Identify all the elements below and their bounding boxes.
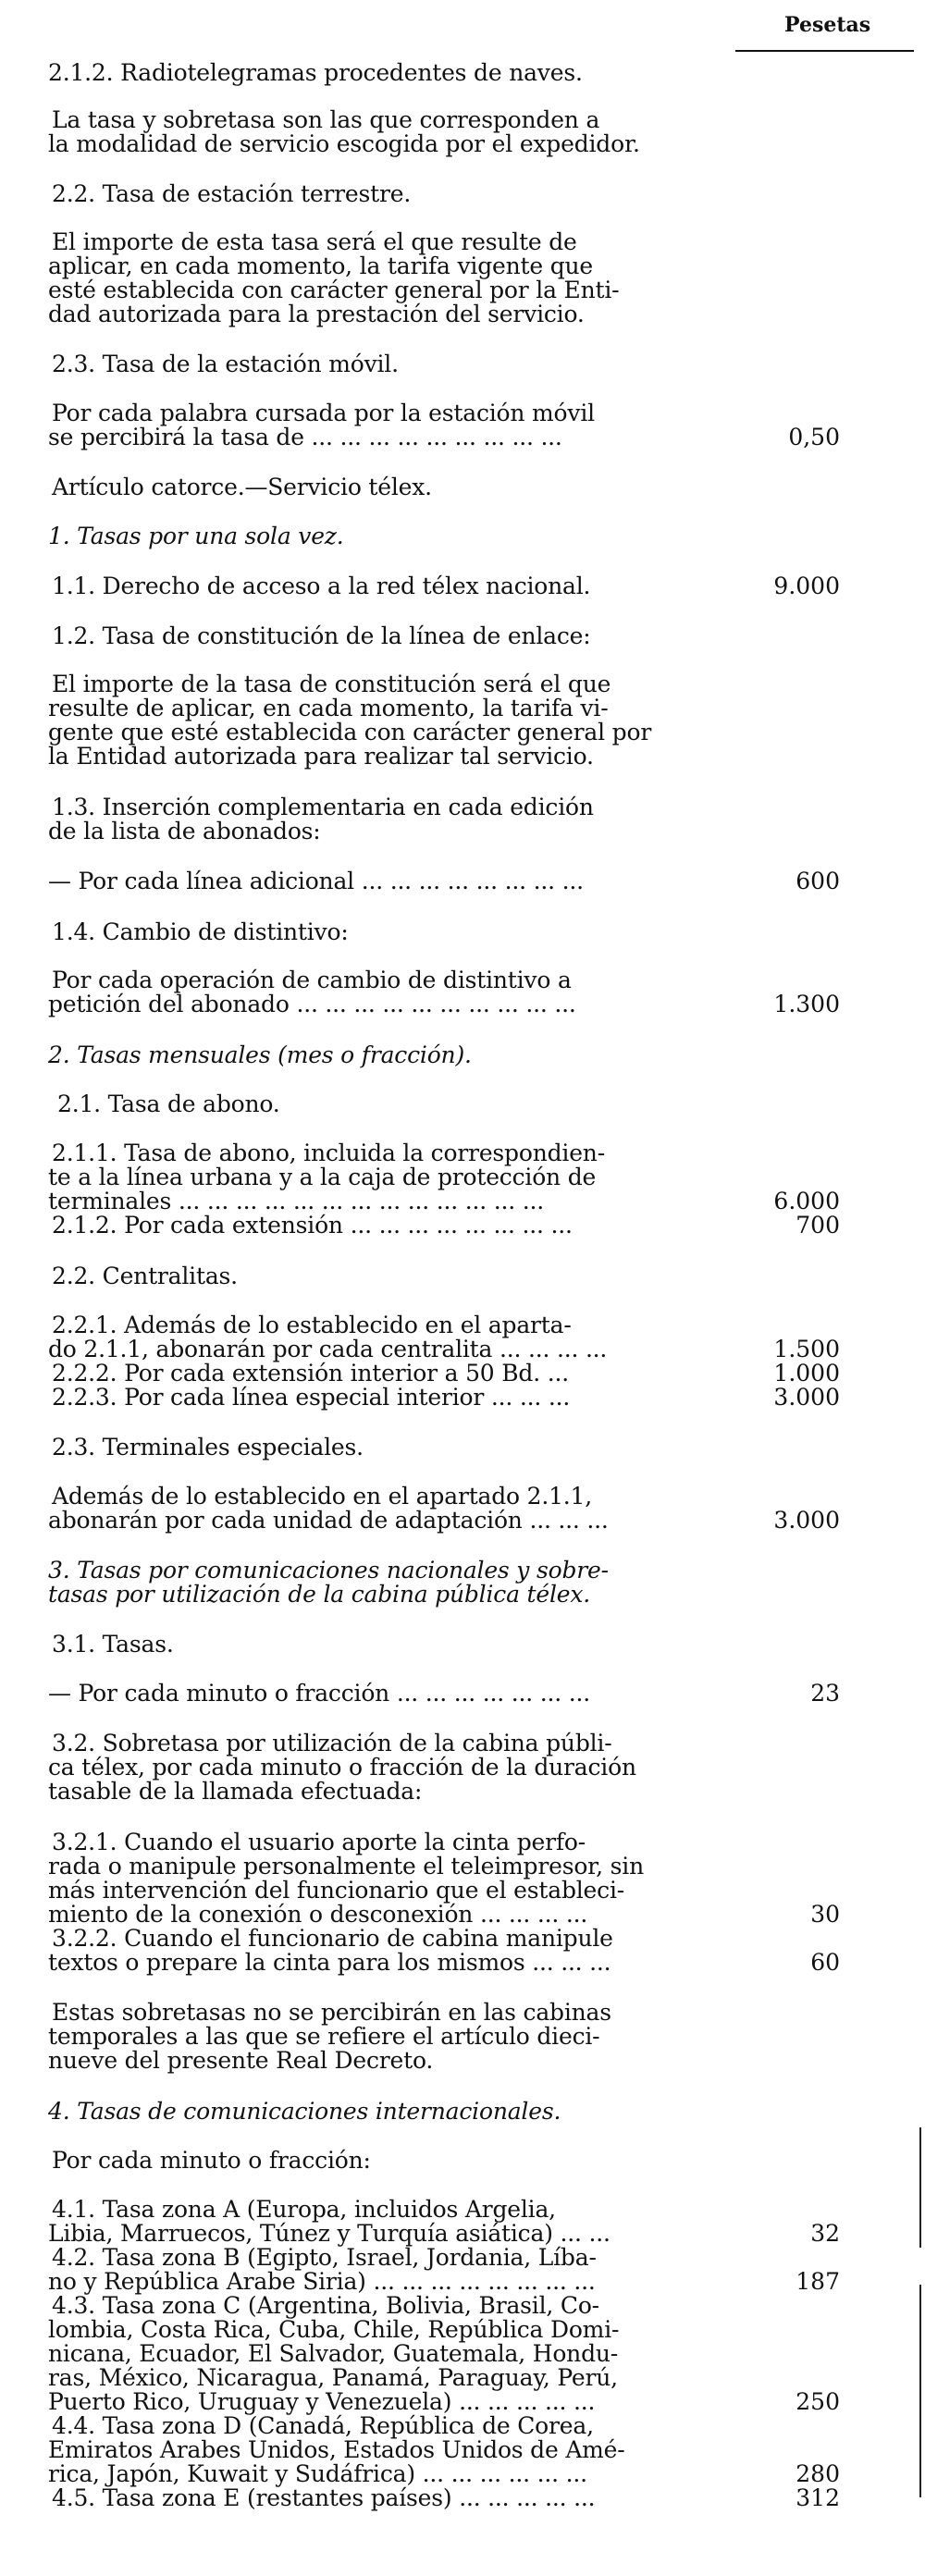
amount: 9.000 [773, 573, 840, 599]
section-heading: 2.2. Centralitas. [52, 1263, 238, 1289]
text-line: de la lista de abonados: [48, 818, 321, 844]
text-line: 2.1.1. Tasa de abono, incluida la correspondien- [52, 1140, 605, 1166]
article-heading: Artículo catorce.—Servicio télex. [52, 474, 432, 500]
text-line: miento de la conexión o desconexión ... ... ... ... [48, 1901, 588, 1928]
text-line: ca télex, por cada minuto o fracción de la duración [48, 1754, 636, 1781]
text-line: Puerto Rico, Uruguay y Venezuela) ... ... ... ... ... [48, 2388, 596, 2415]
text-line: Emiratos Arabes Unidos, Estados Unidos de Amé- [48, 2436, 625, 2463]
section-heading: 1. Tasas por una sola vez. [48, 523, 344, 549]
text-line: 2.2.3. Por cada línea especial interior ... ... ... [52, 1384, 571, 1411]
amount: 23 [810, 1680, 840, 1707]
section-heading: 2.2. Tasa de estación terrestre. [52, 180, 412, 207]
text-line: 1.1. Derecho de acceso a la red télex nacional. [52, 573, 591, 599]
section-heading: 1.4. Cambio de distintivo: [52, 918, 349, 945]
text-line: 4.1. Tasa zona A (Europa, incluidos Argelia, [52, 2196, 556, 2223]
text-line: aplicar, en cada momento, la tarifa vigente que [48, 253, 594, 279]
text-line: 4.4. Tasa zona D (Canadá, República de Corea, [52, 2412, 594, 2439]
amount: 32 [810, 2220, 840, 2247]
text-line: — Por cada minuto o fracción ... ... ... ... ... ... ... [48, 1680, 590, 1707]
amount: 280 [796, 2460, 840, 2487]
amount: 700 [796, 1212, 840, 1239]
text-line: rica, Japón, Kuwait y Sudáfrica) ... ... ... ... ... ... [48, 2460, 587, 2487]
section-heading: 1.2. Tasa de constitución de la línea de enlace: [52, 622, 591, 649]
text-line: abonarán por cada unidad de adaptación ... ... ... [48, 1507, 609, 1534]
section-heading: 4. Tasas de comunicaciones internacionales. [48, 2098, 561, 2125]
text-line: nueve del presente Real Decreto. [48, 2047, 434, 2074]
text-line: temporales a las que se refiere el artículo dieci- [48, 2023, 600, 2050]
amount: 0,50 [788, 424, 840, 450]
amount: 30 [810, 1901, 840, 1928]
text-line: — Por cada línea adicional ... ... ... ... ... ... ... ... [48, 868, 584, 894]
text-line: gente que esté establecida con carácter general por [48, 719, 652, 746]
amount: 1.300 [773, 991, 840, 1017]
header-rule [735, 50, 914, 52]
text-line: esté establecida con carácter general por la Enti- [48, 277, 620, 303]
text-line: resulte de aplicar, en cada momento, la tarifa vi- [48, 695, 609, 721]
section-heading: tasas por utilización de la cabina pública télex. [48, 1581, 591, 1608]
text-line: ras, México, Nicaragua, Panamá, Paraguay, Perú, [48, 2364, 618, 2391]
text-line: Además de lo establecido en el apartado 2.1.1, [52, 1483, 593, 1510]
section-heading: 3.1. Tasas. [52, 1631, 174, 1658]
text-line: Por cada palabra cursada por la estación móvil [52, 400, 595, 426]
text-line: se percibirá la tasa de ... ... ... ... ... ... ... ... ... [48, 424, 562, 450]
text-line: 4.2. Tasa zona B (Egipto, Israel, Jordania, Líba- [52, 2244, 597, 2271]
text-line: la modalidad de servicio escogida por el expedidor. [48, 130, 640, 157]
text-line: 2.2.2. Por cada extensión interior a 50 Bd. ... [52, 1360, 569, 1387]
text-line: El importe de esta tasa será el que resulte de [52, 228, 577, 255]
amount: 250 [796, 2388, 840, 2415]
section-heading: 2. Tasas mensuales (mes o fracción). [48, 1041, 472, 1068]
text-line: 3.2. Sobretasa por utilización de la cabina públi- [52, 1730, 612, 1756]
text-line: 2.2.1. Además de lo establecido en el aparta- [52, 1312, 572, 1338]
amount: 3.000 [773, 1384, 840, 1411]
text-line: El importe de la tasa de constitución será el que [52, 671, 611, 697]
section-heading: 2.1. Tasa de abono. [57, 1091, 280, 1117]
text-line: La tasa y sobretasa son las que corresponden a [52, 106, 600, 133]
text-line: textos o prepare la cinta para los mismos ... ... ... [48, 1949, 611, 1976]
text-line: tasable de la llamada efectuada: [48, 1778, 423, 1805]
section-heading: 2.3. Tasa de la estación móvil. [52, 351, 399, 377]
page-edge-mark [919, 2285, 921, 2497]
amount: 60 [810, 1949, 840, 1976]
text-line: Por cada operación de cambio de distintivo a [52, 967, 572, 993]
amount: 6.000 [773, 1188, 840, 1214]
text-line: dad autorizada para la prestación del servicio. [48, 301, 585, 327]
text-line: terminales ... ... ... ... ... ... ... ... ... ... ... ... ... [48, 1188, 544, 1214]
text-line: rada o manipule personalmente el teleimpresor, sin [48, 1853, 645, 1880]
page-edge-mark [919, 2127, 921, 2248]
section-heading: 1.3. Inserción complementaria en cada edición [52, 794, 594, 820]
text-line: nicana, Ecuador, El Salvador, Guatemala, Hondu- [48, 2340, 619, 2367]
text-line: lombia, Costa Rica, Cuba, Chile, República Domi- [48, 2316, 620, 2343]
text-line: más intervención del funcionario que el estableci- [48, 1877, 624, 1904]
text-line: Libia, Marruecos, Túnez y Turquía asiática) ... ... [48, 2220, 610, 2247]
text-line: Por cada minuto o fracción: [52, 2147, 371, 2174]
text-line: Estas sobretasas no se percibirán en las cabinas [52, 1999, 611, 2026]
text-line: la Entidad autorizada para realizar tal servicio. [48, 743, 594, 770]
text-line: 3.2.2. Cuando el funcionario de cabina manipule [52, 1925, 613, 1952]
amount: 187 [796, 2268, 840, 2295]
section-heading: 3. Tasas por comunicaciones nacionales y sobre- [48, 1557, 609, 1584]
pesetas-column-header: Pesetas [784, 13, 871, 37]
text-line: te a la línea urbana y a la caja de protección de [48, 1164, 597, 1190]
amount: 3.000 [773, 1507, 840, 1534]
amount: 312 [796, 2484, 840, 2511]
text-line: do 2.1.1, abonarán por cada centralita ... ... ... ... [48, 1336, 608, 1362]
amount: 1.000 [773, 1360, 840, 1387]
text-line: no y República Arabe Siria) ... ... ... ... ... ... ... ... [48, 2268, 596, 2295]
amount: 1.500 [773, 1336, 840, 1362]
amount: 600 [796, 868, 840, 894]
text-line: petición del abonado ... ... ... ... ... ... ... ... ... ... [48, 991, 576, 1017]
text-line: 2.1.2. Por cada extensión ... ... ... ... ... ... ... ... [52, 1212, 573, 1239]
text-line: 4.3. Tasa zona C (Argentina, Bolivia, Brasil, Co- [52, 2292, 599, 2319]
text-line: 4.5. Tasa zona E (restantes países) ... ... ... ... ... [52, 2484, 596, 2511]
text-line: 3.2.1. Cuando el usuario aporte la cinta perfo- [52, 1829, 586, 1855]
section-heading: 2.1.2. Radiotelegramas procedentes de naves. [48, 59, 583, 86]
section-heading: 2.3. Terminales especiales. [52, 1434, 364, 1461]
